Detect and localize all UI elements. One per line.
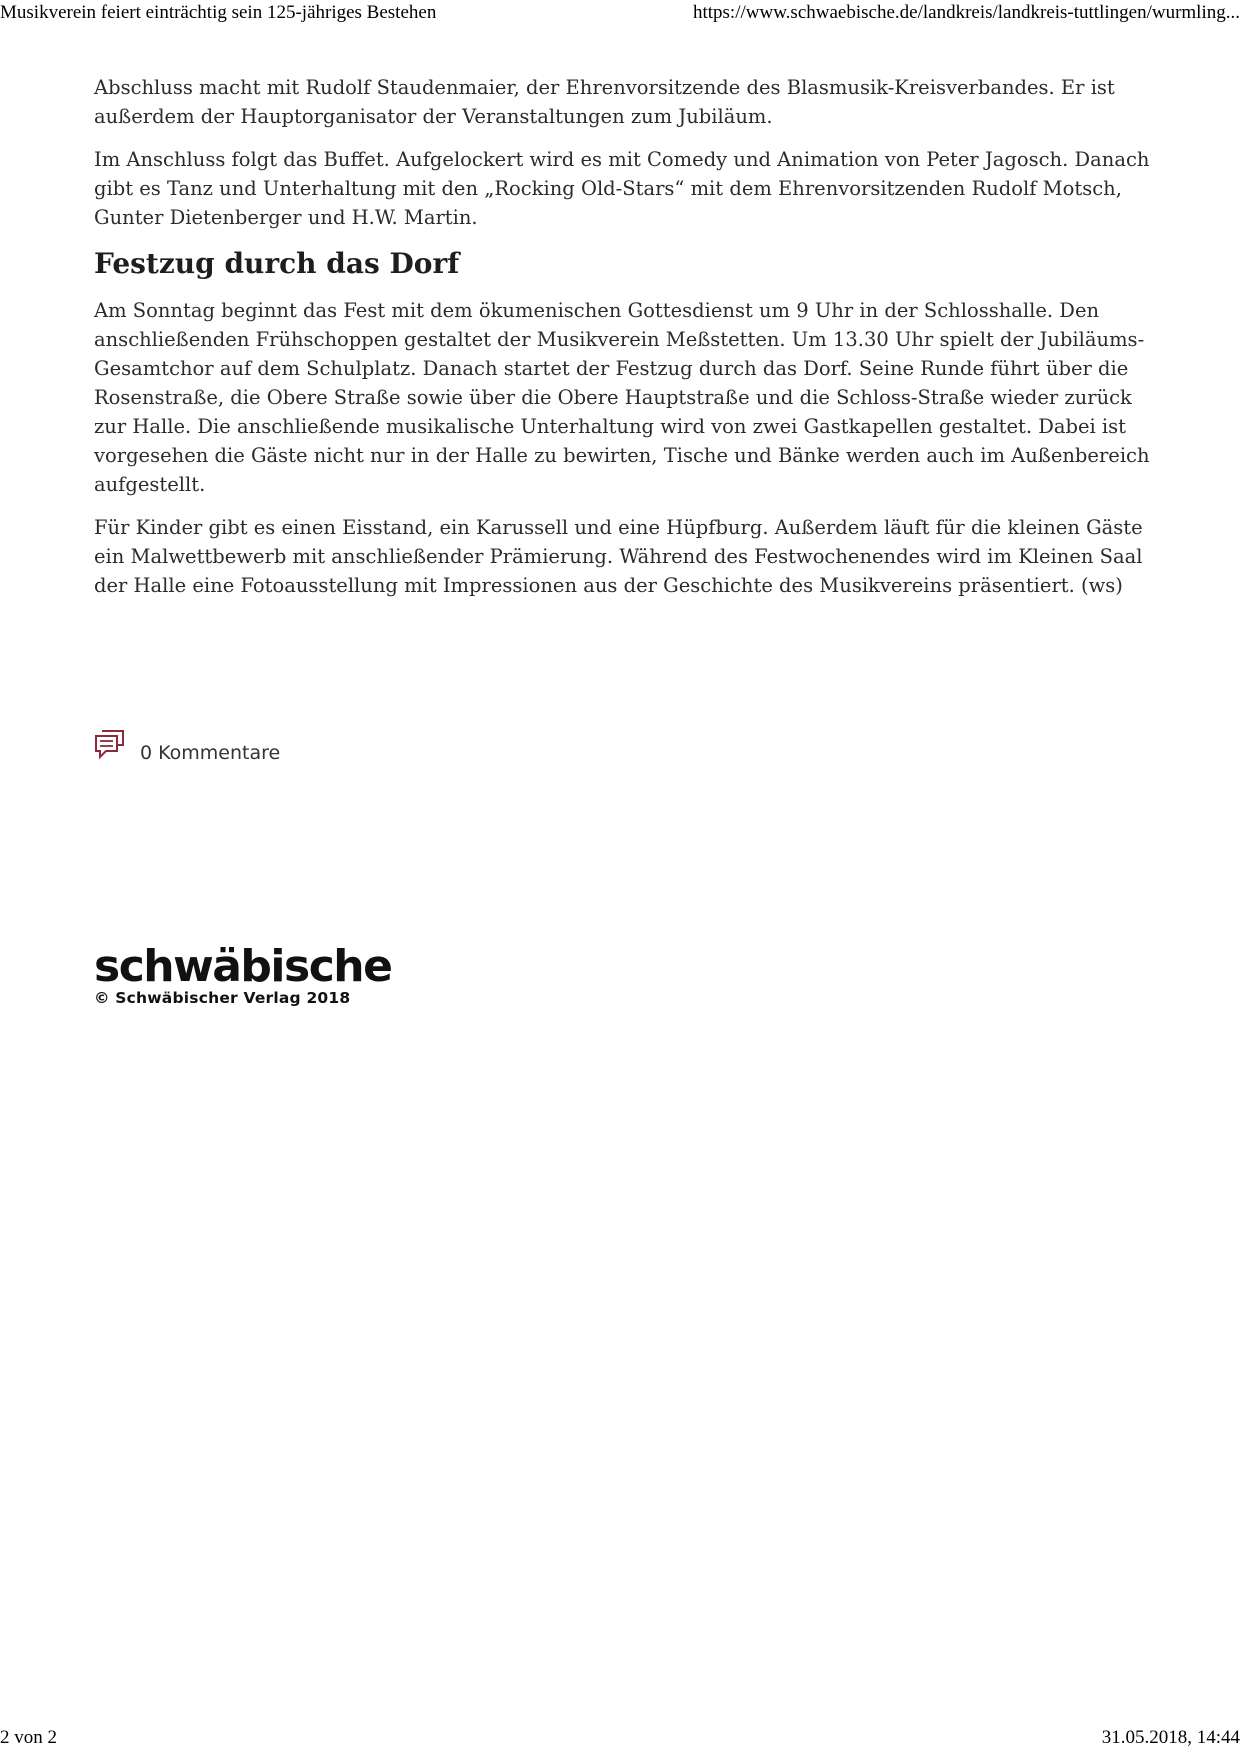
section-heading: Festzug durch das Dorf	[94, 247, 460, 280]
print-footer	[0, 1727, 1240, 1754]
print-header-title: Musikverein feiert einträchtig sein 125-jähriges Bestehen	[0, 2, 437, 23]
article-paragraph: Im Anschluss folgt das Buffet. Aufgelockert wird es mit Comedy und Animation von Peter Jagosch. Danach gibt es Tanz und Unterhaltung mit den „Rocking Old-Stars“ mit dem Ehrenvorsitzenden Rudolf Motsch, Gunter Dietenberger und H.W. Martin.	[94, 148, 1150, 229]
publisher-footer	[94, 941, 392, 1007]
article-paragraph: Am Sonntag beginnt das Fest mit dem ökumenischen Gottesdienst um 9 Uhr in der Schlosshalle. Den anschließenden Frühschoppen gestaltet der Musikverein Meßstetten. Um 13.30 Uhr spielt der Jubiläums-Gesamtchor auf dem Schulplatz. Danach startet der Festzug durch das Dorf. Seine Runde führt über die Rosenstraße, die Obere Straße sowie über die Obere Hauptstraße und die Schloss-Straße wieder zurück zur Halle. Die anschließende musikalische Unterhaltung wird von zwei Gastkapellen gestaltet. Dabei ist vorgesehen die Gäste nicht nur in der Halle zu bewirten, Tische und Bänke werden auch im Außenbereich aufgestellt.	[94, 299, 1150, 496]
print-header	[0, 0, 1240, 30]
print-header-url: https://www.schwaebische.de/landkreis/landkreis-tuttlingen/wurmling...	[692, 2, 1240, 23]
article-body	[94, 73, 1154, 614]
comments-count: 0 Kommentare	[140, 742, 281, 764]
print-datetime: 31.05.2018, 14:44	[1101, 1727, 1240, 1748]
comments-icon	[94, 728, 126, 760]
article-paragraph: Für Kinder gibt es einen Eisstand, ein Karussell und eine Hüpfburg. Außerdem läuft für die kleinen Gäste ein Malwettbewerb mit anschließender Prämierung. Während des Festwochenendes wird im Kleinen Saal der Halle eine Fotoausstellung mit Impressionen aus der Geschichte des Musikvereins präsentiert. (ws)	[94, 516, 1143, 597]
publisher-logo: schwäbische	[94, 941, 392, 992]
copyright-notice: © Schwäbischer Verlag 2018	[94, 989, 351, 1007]
article-paragraph: Abschluss macht mit Rudolf Staudenmaier, der Ehrenvorsitzende des Blasmusik-Kreisverbandes. Er ist außerdem der Hauptorganisator der Veranstaltungen zum Jubiläum.	[94, 76, 1115, 128]
page-number: 2 von 2	[0, 1727, 57, 1748]
comments-link[interactable]	[94, 728, 280, 768]
